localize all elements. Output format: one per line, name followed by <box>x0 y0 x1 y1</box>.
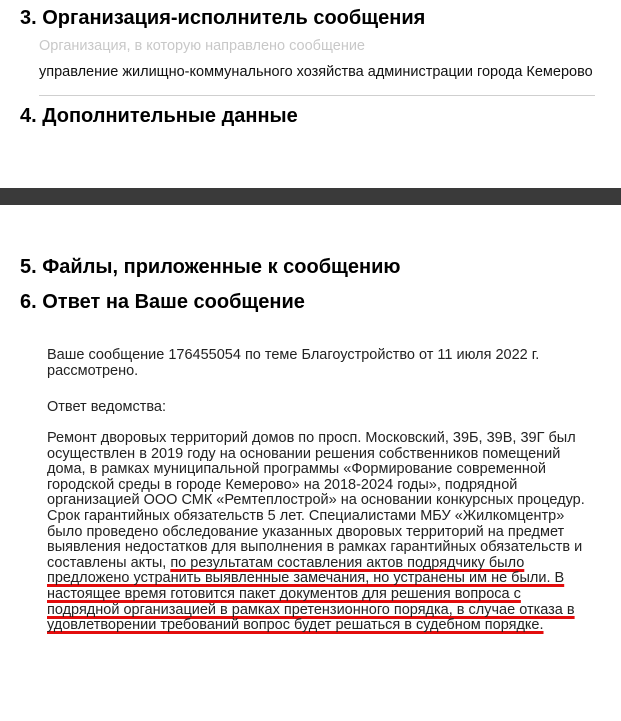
section-response-title: 6. Ответ на Ваше сообщение <box>20 291 305 313</box>
organization-field-value: управление жилищно-коммунального хозяйства администрации города Кемерово <box>39 64 593 80</box>
section-files-title: 5. Файлы, приложенные к сообщению <box>20 256 401 278</box>
section-organization-title: 3. Организация-исполнитель сообщения <box>20 7 426 29</box>
section-divider-bar <box>0 188 621 205</box>
response-text-plain: Ремонт дворовых территорий домов по просп. Московский, 39Б, 39В, 39Г был осуществлен в 2019 году на основании решения собственников помещений дома, в рамках муниципальной программы «Формирование современной городской среды в городе Кемерово» на 2018-2024 годы», подрядной организацией ООО СМК «Ремтеплострой» на основании конкурсных процедур. Срок гарантийных обязательств 5 лет. Специалистами МБУ «Жилкомцентр» было проведено обследование указанных дворовых территорий на предмет выявления недостатков для выполнения в рамках гарантийных обязательств и составлены акты, <box>47 430 585 571</box>
organization-field-placeholder: Организация, в которую направлено сообщение <box>39 38 365 54</box>
organization-field-underline <box>39 95 595 96</box>
response-intro: Ваше сообщение 176455054 по теме Благоустройство от 11 июля 2022 г. рассмотрено. <box>47 347 540 379</box>
department-response-label: Ответ ведомства: <box>47 399 167 415</box>
department-response-text <box>47 431 592 634</box>
response-text-highlighted: по результатам составления актов подрядчику было предложено устранить выявленные замечания, но устранены им не были. В настоящее время готовится пакет документов для решения вопроса с подрядной организацией в рамках претензионного порядка, в случае отказа в удовлетворении требований вопрос будет решаться в судебном порядке. <box>47 554 575 634</box>
section-additional-title: 4. Дополнительные данные <box>20 105 298 127</box>
